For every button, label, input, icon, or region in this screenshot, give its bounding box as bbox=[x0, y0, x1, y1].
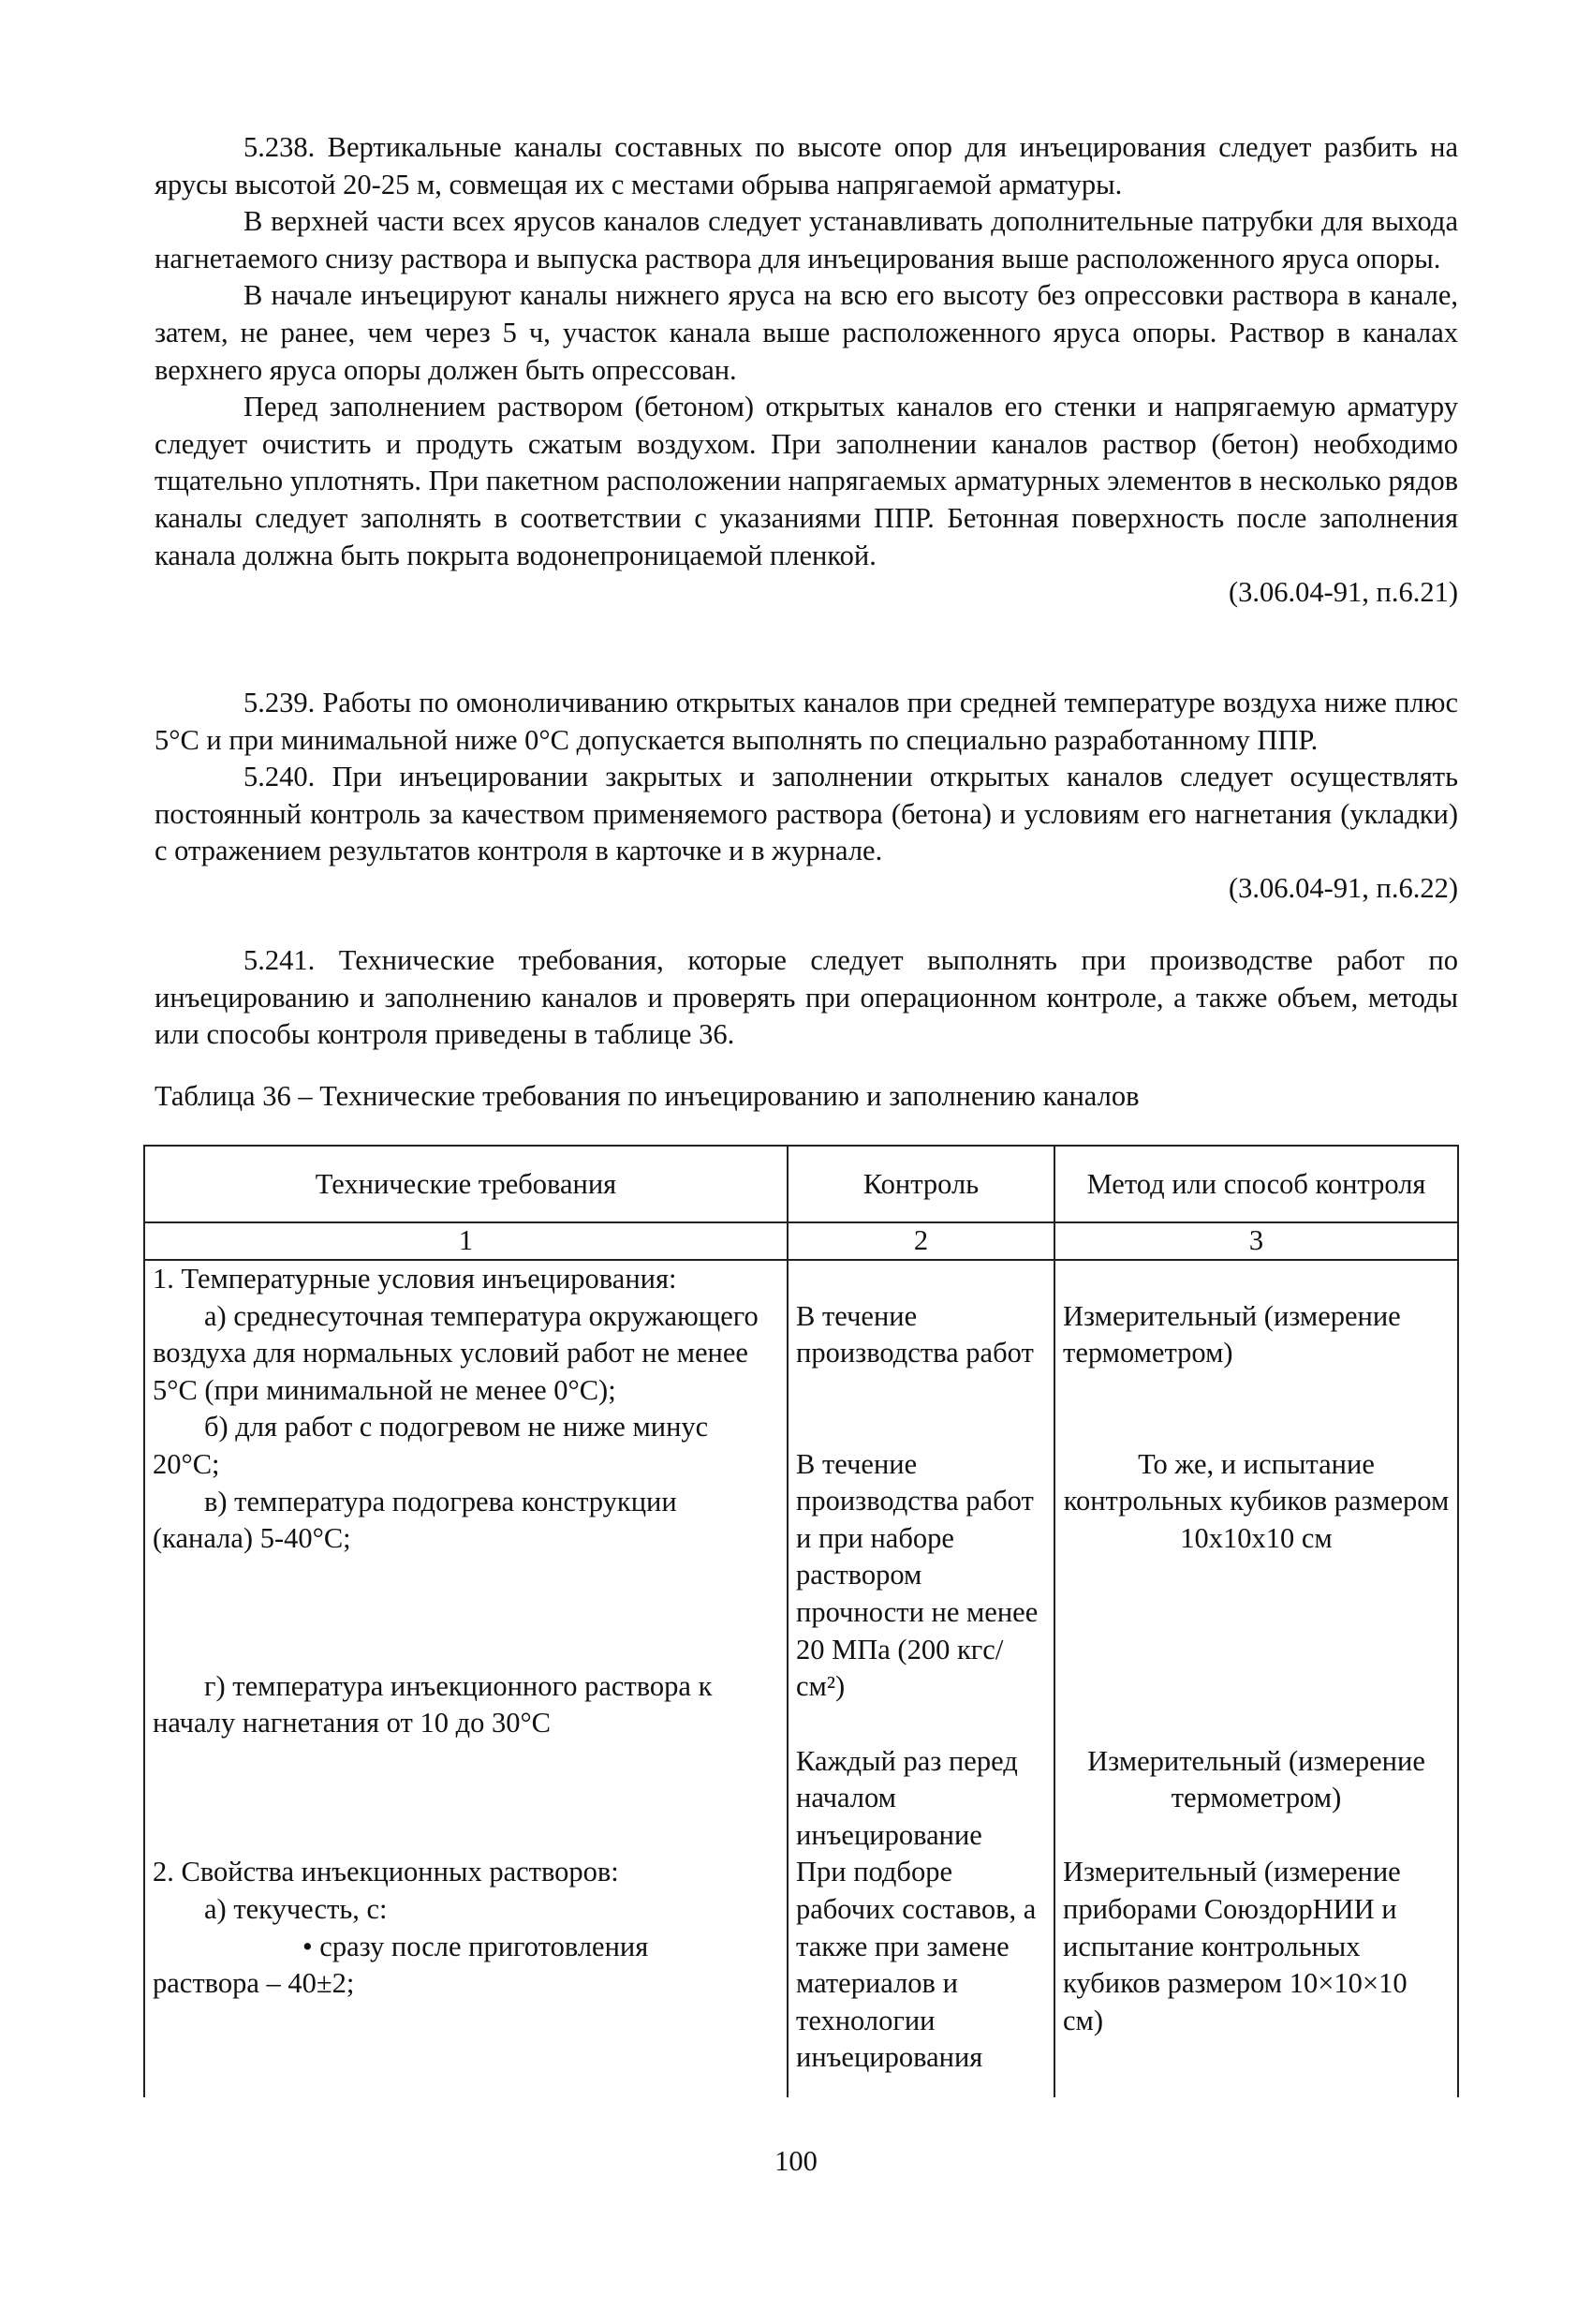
control-text: В течение производства работ и при наборе раствором прочности не менее 20 МПа (200 кгс/см²) bbox=[796, 1447, 1039, 1703]
spacer bbox=[796, 1261, 1046, 1298]
method-cell bbox=[1054, 1854, 1458, 2097]
row-heading: 2. Свойства инъекционных растворов: bbox=[153, 1856, 619, 1888]
control-text: В течение производства работ bbox=[796, 1299, 1034, 1369]
requirements-cell bbox=[144, 1260, 788, 1854]
column-number: 2 bbox=[788, 1222, 1054, 1260]
requirements-cell bbox=[144, 1854, 788, 2097]
row-heading: 1. Температурные условия инъецирования: bbox=[153, 1263, 677, 1295]
header-requirements: Технические требования bbox=[144, 1146, 788, 1222]
method-text: Измерительный (измерение приборами СоюздорНИИ и испытание контрольных кубиков размером 10×10×10 см) bbox=[1063, 1856, 1408, 2036]
requirement-item: раствора – 40±2; bbox=[153, 1967, 355, 2000]
text-block-top bbox=[155, 129, 1458, 612]
paragraph-5-240: 5.240. При инъецировании закрытых и заполнении открытых каналов следует осуществлять постоянный контроль за качеством применяемого раствора (бетона) и условиям его нагнетания (укладки) с отражением результатов контроля в карточке и в журнале. bbox=[155, 761, 1458, 867]
table-row bbox=[144, 1854, 1458, 2097]
header-method: Метод или способ контроля bbox=[1054, 1146, 1458, 1222]
paragraph-5-239: 5.239. Работы по омоноличиванию открытых каналов при средней температуре воздуха ниже плюс 5°С и при минимальной ниже 0°С допускается выполнять по специально разработанному ППР. bbox=[155, 687, 1458, 756]
method-text: То же, и испытание контрольных кубиков размером 10х10х10 см bbox=[1063, 1447, 1450, 1554]
requirement-item: а) среднесуточная температура окружающего воздуха для нормальных условий работ не менее 5°С (при минимальной не менее 0°С); bbox=[153, 1299, 759, 1406]
method-text: Измерительный (измерение термометром) bbox=[1087, 1744, 1425, 1814]
page-number: 100 bbox=[774, 2145, 818, 2177]
requirements-table bbox=[143, 1145, 1459, 2097]
requirement-item: б) для работ с подогревом не ниже минус 20°С; bbox=[153, 1411, 709, 1480]
reference-note: (3.06.04-91, п.6.22) bbox=[1228, 871, 1458, 904]
reference-note: (3.06.04-91, п.6.21) bbox=[1228, 576, 1458, 609]
paragraph: В начале инъецируют каналы нижнего яруса на всю его высоту без опрессовки раствора в канале, затем, не ранее, чем через 5 ч, участок канала выше расположенного яруса опоры. Раствор в каналах верхнего яруса опоры должен быть опрессован. bbox=[155, 279, 1458, 386]
spacer bbox=[1063, 1261, 1450, 1298]
requirement-item: в) температура подогрева конструкции (канала) 5-40°С; bbox=[153, 1485, 677, 1555]
paragraph: Перед заполнением раствором (бетоном) открытых каналов его стенки и напрягаемую арматуру следует очистить и продуть сжатым воздухом. При заполнении каналов раствор (бетон) необходимо тщательно уплотнять. При пакетном расположении напрягаемых арматурных элементов в несколько рядов каналы следует заполнять в соответствии с указаниями ППР. Бетонная поверхность после заполнения канала должна быть покрыта водонепроницаемой пленкой. bbox=[155, 391, 1458, 571]
control-text: При подборе рабочих составов, а также при замене материалов и технологии инъецирования bbox=[796, 1856, 1037, 2074]
text-block-middle bbox=[155, 685, 1458, 908]
paragraph: В верхней части всех ярусов каналов следует устанавливать дополнительные патрубки для выхода нагнетаемого снизу раствора и выпуска раствора для инъецирования выше расположенного яруса опоры. bbox=[155, 205, 1458, 274]
requirement-item: г) температура инъекционного раствора к началу нагнетания от 10 до 30°С bbox=[153, 1669, 713, 1739]
table-header-row bbox=[144, 1146, 1458, 1222]
requirement-bullet: • сразу после приготовления bbox=[302, 1930, 649, 1962]
header-control: Контроль bbox=[788, 1146, 1054, 1222]
paragraph-5-241: 5.241. Технические требования, которые следует выполнять при производстве работ по инъецированию и заполнению каналов и проверять при операционном контроле, а также объем, методы или способы контроля приведены в таблице 36. bbox=[155, 944, 1458, 1051]
column-number: 3 bbox=[1054, 1222, 1458, 1260]
spacer bbox=[153, 1558, 779, 1668]
table-column-numbers bbox=[144, 1222, 1458, 1260]
table-caption: Таблица 36 – Технические требования по инъецированию и заполнению каналов bbox=[155, 1080, 1140, 1112]
table-row bbox=[144, 1260, 1458, 1854]
control-cell bbox=[788, 1260, 1054, 1854]
paragraph-5-238: 5.238. Вертикальные каналы составных по высоте опор для инъецирования следует разбить на ярусы высотой 20-25 м, совмещая их с местами обрыва напрягаемой арматуры. bbox=[155, 131, 1458, 200]
control-text: Каждый раз перед началом инъецирование bbox=[796, 1744, 1018, 1851]
method-text: Измерительный (измерение термометром) bbox=[1063, 1299, 1401, 1369]
text-block-end bbox=[155, 942, 1458, 1054]
method-cell bbox=[1054, 1260, 1458, 1854]
requirement-item: а) текучесть, с: bbox=[204, 1892, 388, 1925]
column-number: 1 bbox=[144, 1222, 788, 1260]
control-cell bbox=[788, 1854, 1054, 2097]
